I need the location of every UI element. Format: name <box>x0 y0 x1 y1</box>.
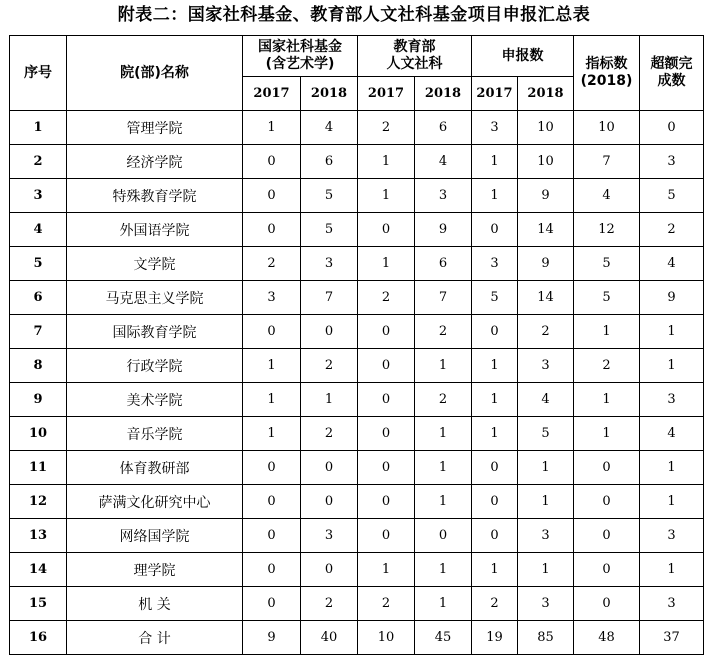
row-value-cell: 5 <box>301 179 358 213</box>
row-department-name: 音乐学院 <box>67 417 243 451</box>
row-value-cell: 0 <box>472 315 518 349</box>
row-value-cell: 9 <box>518 179 574 213</box>
row-value-cell: 4 <box>301 111 358 145</box>
row-value-cell: 7 <box>415 281 472 315</box>
row-value-cell: 0 <box>358 451 415 485</box>
header-moe-fund <box>358 36 472 77</box>
row-index: 7 <box>10 315 67 349</box>
row-value-cell: 3 <box>472 111 518 145</box>
row-index: 5 <box>10 247 67 281</box>
row-value-cell: 3 <box>640 383 704 417</box>
header-exceed-line1: 超额完 <box>650 56 693 72</box>
row-index: 2 <box>10 145 67 179</box>
row-value-cell: 9 <box>518 247 574 281</box>
row-value-cell: 3 <box>472 247 518 281</box>
row-value-cell: 1 <box>358 247 415 281</box>
table-row <box>10 349 704 383</box>
table-row <box>10 111 704 145</box>
row-value-cell: 0 <box>301 451 358 485</box>
row-value-cell: 1 <box>415 451 472 485</box>
table-row <box>10 213 704 247</box>
row-value-cell: 1 <box>472 179 518 213</box>
row-value-cell: 0 <box>574 485 640 519</box>
row-value-cell: 0 <box>301 485 358 519</box>
row-value-cell: 0 <box>358 485 415 519</box>
row-index: 4 <box>10 213 67 247</box>
row-department-name: 机 关 <box>67 587 243 621</box>
row-value-cell: 5 <box>518 417 574 451</box>
row-value-cell: 3 <box>301 247 358 281</box>
row-value-cell: 1 <box>415 485 472 519</box>
row-value-cell: 3 <box>518 519 574 553</box>
row-value-cell: 2 <box>301 587 358 621</box>
header-year: 2017 <box>243 77 301 111</box>
row-value-cell: 2 <box>640 213 704 247</box>
row-value-cell: 1 <box>518 451 574 485</box>
header-year: 2017 <box>472 77 518 111</box>
row-value-cell: 1 <box>358 145 415 179</box>
row-index: 3 <box>10 179 67 213</box>
row-department-name: 行政学院 <box>67 349 243 383</box>
row-value-cell: 1 <box>640 349 704 383</box>
header-moe-fund-line1: 教育部 <box>393 39 436 55</box>
row-value-cell: 2 <box>243 247 301 281</box>
row-value-cell: 1 <box>640 485 704 519</box>
row-value-cell: 0 <box>358 383 415 417</box>
row-value-cell: 1 <box>358 179 415 213</box>
header-year: 2018 <box>301 77 358 111</box>
row-value-cell: 0 <box>358 417 415 451</box>
row-value-cell: 0 <box>301 553 358 587</box>
row-value-cell: 1 <box>574 417 640 451</box>
header-exceed-line2: 成数 <box>657 73 686 89</box>
row-value-cell: 0 <box>243 519 301 553</box>
row-value-cell: 0 <box>243 213 301 247</box>
row-department-name: 网络国学院 <box>67 519 243 553</box>
row-value-cell: 2 <box>574 349 640 383</box>
row-value-cell: 3 <box>518 349 574 383</box>
table-row <box>10 281 704 315</box>
row-index: 11 <box>10 451 67 485</box>
row-value-cell: 9 <box>640 281 704 315</box>
header-national-fund-line1: 国家社科基金 <box>258 39 342 55</box>
row-department-name: 国际教育学院 <box>67 315 243 349</box>
row-department-name: 理学院 <box>67 553 243 587</box>
row-department-name: 美术学院 <box>67 383 243 417</box>
row-value-cell: 1 <box>472 553 518 587</box>
row-value-cell: 10 <box>518 111 574 145</box>
row-value-cell: 2 <box>358 281 415 315</box>
table-body <box>10 111 704 655</box>
row-department-name: 经济学院 <box>67 145 243 179</box>
row-index: 6 <box>10 281 67 315</box>
row-value-cell: 1 <box>574 383 640 417</box>
row-value-cell: 0 <box>243 587 301 621</box>
row-value-cell: 2 <box>518 315 574 349</box>
row-department-name: 管理学院 <box>67 111 243 145</box>
row-value-cell: 0 <box>358 315 415 349</box>
row-value-cell: 1 <box>415 349 472 383</box>
table-row <box>10 315 704 349</box>
row-index: 13 <box>10 519 67 553</box>
row-value-cell: 5 <box>301 213 358 247</box>
row-value-cell: 10 <box>574 111 640 145</box>
row-value-cell: 14 <box>518 281 574 315</box>
row-value-cell: 3 <box>518 587 574 621</box>
row-value-cell: 85 <box>518 621 574 655</box>
header-index: 序号 <box>10 36 67 111</box>
table-row <box>10 383 704 417</box>
row-value-cell: 1 <box>243 111 301 145</box>
row-value-cell: 3 <box>243 281 301 315</box>
row-department-name: 马克思主义学院 <box>67 281 243 315</box>
row-value-cell: 0 <box>243 315 301 349</box>
row-value-cell: 0 <box>358 213 415 247</box>
row-index: 10 <box>10 417 67 451</box>
row-value-cell: 1 <box>415 587 472 621</box>
row-value-cell: 40 <box>301 621 358 655</box>
header-year: 2018 <box>518 77 574 111</box>
row-value-cell: 45 <box>415 621 472 655</box>
table-row <box>10 587 704 621</box>
row-value-cell: 0 <box>640 111 704 145</box>
row-department-name: 外国语学院 <box>67 213 243 247</box>
header-year: 2017 <box>358 77 415 111</box>
row-value-cell: 1 <box>472 349 518 383</box>
table-title: 附表二：国家社科基金、教育部人文社科基金项目申报汇总表 <box>117 5 591 25</box>
table-row <box>10 485 704 519</box>
table-row <box>10 519 704 553</box>
summary-table <box>9 35 704 655</box>
header-national-fund-line2: (含艺术学) <box>265 56 335 72</box>
table-row <box>10 417 704 451</box>
row-index: 8 <box>10 349 67 383</box>
row-value-cell: 0 <box>358 519 415 553</box>
header-moe-fund-line2: 人文社科 <box>386 56 443 72</box>
row-index: 1 <box>10 111 67 145</box>
row-value-cell: 10 <box>358 621 415 655</box>
row-value-cell: 2 <box>301 417 358 451</box>
row-value-cell: 2 <box>358 111 415 145</box>
row-value-cell: 1 <box>358 553 415 587</box>
row-value-cell: 12 <box>574 213 640 247</box>
row-value-cell: 2 <box>358 587 415 621</box>
row-value-cell: 0 <box>574 451 640 485</box>
row-value-cell: 1 <box>640 315 704 349</box>
row-value-cell: 1 <box>640 553 704 587</box>
header-year: 2018 <box>415 77 472 111</box>
row-value-cell: 5 <box>472 281 518 315</box>
table-row <box>10 145 704 179</box>
row-value-cell: 1 <box>472 383 518 417</box>
row-department-name: 合 计 <box>67 621 243 655</box>
row-value-cell: 0 <box>472 519 518 553</box>
row-value-cell: 2 <box>415 315 472 349</box>
header-row-1 <box>10 36 704 77</box>
row-department-name: 体育教研部 <box>67 451 243 485</box>
row-value-cell: 1 <box>472 417 518 451</box>
row-index: 15 <box>10 587 67 621</box>
row-value-cell: 1 <box>243 383 301 417</box>
row-value-cell: 9 <box>243 621 301 655</box>
row-value-cell: 6 <box>415 111 472 145</box>
row-value-cell: 0 <box>243 485 301 519</box>
row-value-cell: 1 <box>243 417 301 451</box>
row-value-cell: 0 <box>243 145 301 179</box>
row-value-cell: 5 <box>574 247 640 281</box>
row-value-cell: 1 <box>243 349 301 383</box>
row-value-cell: 4 <box>574 179 640 213</box>
row-value-cell: 10 <box>518 145 574 179</box>
row-value-cell: 0 <box>472 213 518 247</box>
row-value-cell: 1 <box>415 417 472 451</box>
row-value-cell: 0 <box>243 451 301 485</box>
row-value-cell: 0 <box>243 179 301 213</box>
row-value-cell: 4 <box>640 417 704 451</box>
header-national-fund <box>243 36 358 77</box>
row-department-name: 萨满文化研究中心 <box>67 485 243 519</box>
row-value-cell: 5 <box>574 281 640 315</box>
row-value-cell: 6 <box>415 247 472 281</box>
row-value-cell: 4 <box>640 247 704 281</box>
header-quota-line1: 指标数 <box>585 56 628 72</box>
header-department: 院(部)名称 <box>67 36 243 111</box>
row-value-cell: 4 <box>415 145 472 179</box>
row-value-cell: 1 <box>472 145 518 179</box>
row-value-cell: 1 <box>518 485 574 519</box>
row-value-cell: 0 <box>574 553 640 587</box>
row-value-cell: 4 <box>518 383 574 417</box>
row-department-name: 文学院 <box>67 247 243 281</box>
table-row <box>10 247 704 281</box>
header-quota <box>574 36 640 111</box>
row-value-cell: 19 <box>472 621 518 655</box>
table-row <box>10 553 704 587</box>
row-value-cell: 2 <box>301 349 358 383</box>
row-value-cell: 3 <box>640 145 704 179</box>
table-row <box>10 451 704 485</box>
row-value-cell: 0 <box>243 553 301 587</box>
row-value-cell: 9 <box>415 213 472 247</box>
row-value-cell: 0 <box>472 451 518 485</box>
table-row <box>10 179 704 213</box>
header-applications: 申报数 <box>472 36 574 77</box>
table-row <box>10 621 704 655</box>
header-quota-line2: (2018) <box>580 73 633 89</box>
row-value-cell: 3 <box>301 519 358 553</box>
row-value-cell: 1 <box>640 451 704 485</box>
row-index: 12 <box>10 485 67 519</box>
row-value-cell: 0 <box>574 587 640 621</box>
row-index: 9 <box>10 383 67 417</box>
row-value-cell: 7 <box>301 281 358 315</box>
row-value-cell: 3 <box>640 587 704 621</box>
row-value-cell: 0 <box>301 315 358 349</box>
row-value-cell: 3 <box>640 519 704 553</box>
row-value-cell: 5 <box>640 179 704 213</box>
row-value-cell: 7 <box>574 145 640 179</box>
row-value-cell: 6 <box>301 145 358 179</box>
row-value-cell: 37 <box>640 621 704 655</box>
row-index: 14 <box>10 553 67 587</box>
row-value-cell: 1 <box>574 315 640 349</box>
row-value-cell: 3 <box>415 179 472 213</box>
row-value-cell: 1 <box>301 383 358 417</box>
row-value-cell: 1 <box>518 553 574 587</box>
row-value-cell: 1 <box>415 553 472 587</box>
row-value-cell: 14 <box>518 213 574 247</box>
row-value-cell: 0 <box>415 519 472 553</box>
row-department-name: 特殊教育学院 <box>67 179 243 213</box>
row-value-cell: 0 <box>358 349 415 383</box>
header-exceed <box>640 36 704 111</box>
row-value-cell: 0 <box>574 519 640 553</box>
row-index: 16 <box>10 621 67 655</box>
row-value-cell: 48 <box>574 621 640 655</box>
row-value-cell: 2 <box>472 587 518 621</box>
row-value-cell: 0 <box>472 485 518 519</box>
row-value-cell: 2 <box>415 383 472 417</box>
